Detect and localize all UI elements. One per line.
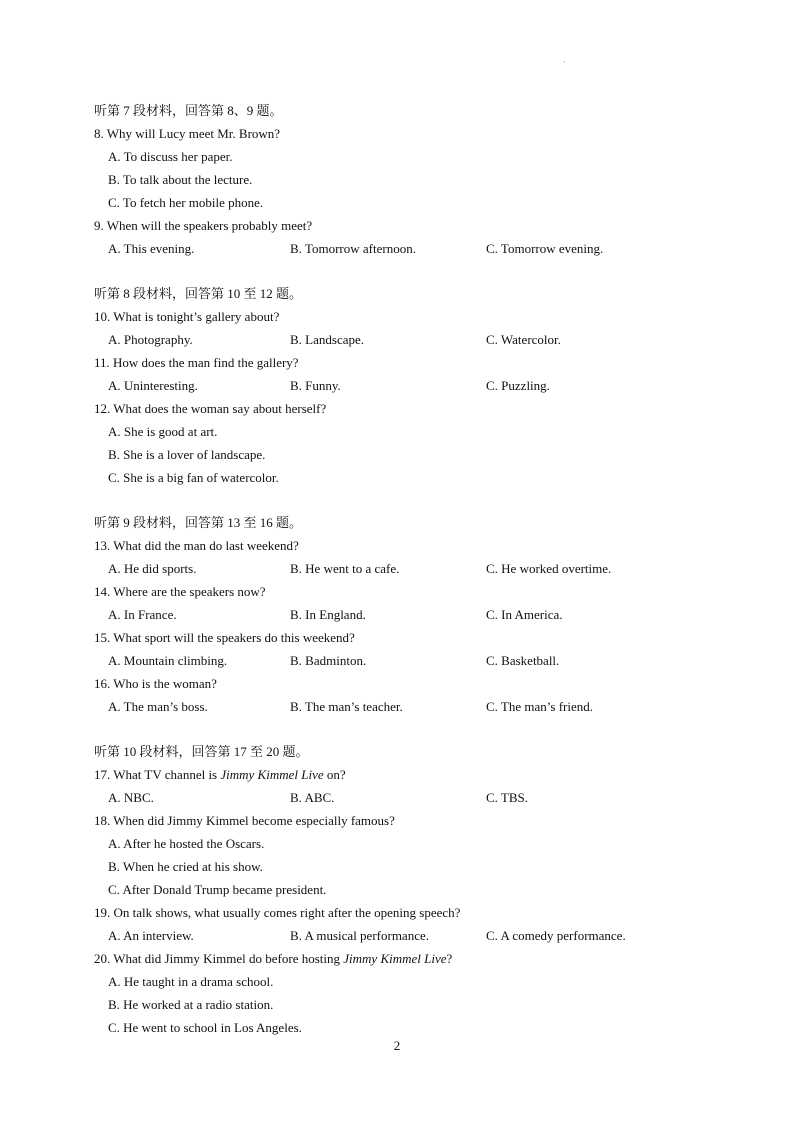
q9-option-a: A. This evening.: [108, 241, 195, 256]
q14-option-a: A. In France.: [108, 607, 177, 622]
q15-option-a: A. Mountain climbing.: [108, 653, 228, 668]
section-heading: 听第 9 段材料，回答第 13 至 16 题。: [94, 515, 303, 530]
q9-option-b: B. Tomorrow afternoon.: [290, 241, 416, 256]
q9-options: [94, 237, 734, 260]
question-16: 16. Who is the woman?: [94, 676, 217, 691]
q19-option-a: A. An interview.: [108, 928, 194, 943]
q15-option-b: B. Badminton.: [290, 653, 367, 668]
section-heading: 听第 7 段材料，回答第 8、9 题。: [94, 103, 283, 118]
q13-options: [94, 557, 734, 580]
question-14: 14. Where are the speakers now?: [94, 584, 266, 599]
q18-option-b: B. When he cried at his show.: [108, 859, 263, 874]
q16-option-b: B. The man’s teacher.: [290, 699, 403, 714]
question-17: [94, 763, 734, 786]
q12-option-b: B. She is a lover of landscape.: [108, 447, 266, 462]
question-11: 11. How does the man find the gallery?: [94, 355, 299, 370]
q11-options: [94, 374, 734, 397]
q11-option-c: C. Puzzling.: [486, 378, 550, 393]
q18-option-a: A. After he hosted the Oscars.: [108, 836, 265, 851]
question-13: 13. What did the man do last weekend?: [94, 538, 299, 553]
section-heading: 听第 8 段材料，回答第 10 至 12 题。: [94, 286, 303, 301]
q9-option-c: C. Tomorrow evening.: [486, 241, 604, 256]
q19-options: [94, 924, 734, 947]
q16-option-c: C. The man’s friend.: [486, 699, 593, 714]
question-15: 15. What sport will the speakers do this weekend?: [94, 630, 355, 645]
q10-options: [94, 328, 734, 351]
q17-text-post: on?: [323, 767, 346, 782]
q17-option-b: B. ABC.: [290, 790, 335, 805]
q19-option-b: B. A musical performance.: [290, 928, 429, 943]
q12-option-a: A. She is good at art.: [108, 424, 218, 439]
q17-option-a: A. NBC.: [108, 790, 154, 805]
question-9: 9. When will the speakers probably meet?: [94, 218, 313, 233]
q13-option-b: B. He went to a cafe.: [290, 561, 400, 576]
question-18: 18. When did Jimmy Kimmel become especially famous?: [94, 813, 395, 828]
q17-show-title: Jimmy Kimmel Live: [220, 767, 324, 782]
q14-option-b: B. In England.: [290, 607, 366, 622]
q20-option-a: A. He taught in a drama school.: [108, 974, 274, 989]
q12-option-c: C. She is a big fan of watercolor.: [108, 470, 279, 485]
q20-option-b: B. He worked at a radio station.: [108, 997, 274, 1012]
q15-option-c: C. Basketball.: [486, 653, 560, 668]
q20-option-c: C. He went to school in Los Angeles.: [108, 1020, 302, 1035]
q19-option-c: C. A comedy performance.: [486, 928, 626, 943]
q14-options: [94, 603, 734, 626]
q13-option-a: A. He did sports.: [108, 561, 197, 576]
q16-option-a: A. The man’s boss.: [108, 699, 208, 714]
q10-option-b: B. Landscape.: [290, 332, 365, 347]
q20-show-title: Jimmy Kimmel Live: [343, 951, 447, 966]
q10-option-c: C. Watercolor.: [486, 332, 561, 347]
question-10: 10. What is tonight’s gallery about?: [94, 309, 280, 324]
page-number: 2: [393, 1038, 401, 1053]
q16-options: [94, 695, 734, 718]
q11-option-a: A. Uninteresting.: [108, 378, 198, 393]
q17-text-pre: 17. What TV channel is: [94, 767, 221, 782]
q20-text-pre: 20. What did Jimmy Kimmel do before hosting: [94, 951, 344, 966]
q15-options: [94, 649, 734, 672]
q14-option-c: C. In America.: [486, 607, 563, 622]
q17-option-c: C. TBS.: [486, 790, 529, 805]
question-20: [94, 947, 734, 970]
q8-option-a: A. To discuss her paper.: [108, 149, 233, 164]
question-12: 12. What does the woman say about herself?: [94, 401, 327, 416]
q13-option-c: C. He worked overtime.: [486, 561, 612, 576]
q20-text-post: ?: [446, 951, 453, 966]
question-19: 19. On talk shows, what usually comes right after the opening speech?: [94, 905, 461, 920]
q17-options: [94, 786, 734, 809]
q18-option-c: C. After Donald Trump became president.: [108, 882, 327, 897]
q10-option-a: A. Photography.: [108, 332, 193, 347]
section-heading: 听第 10 段材料，回答第 17 至 20 题。: [94, 744, 309, 759]
q8-option-b: B. To talk about the lecture.: [108, 172, 253, 187]
exam-page: [94, 99, 734, 1039]
question-8: 8. Why will Lucy meet Mr. Brown?: [94, 126, 281, 141]
header-mark: ·: [563, 58, 566, 67]
q11-option-b: B. Funny.: [290, 378, 341, 393]
q8-option-c: C. To fetch her mobile phone.: [108, 195, 264, 210]
